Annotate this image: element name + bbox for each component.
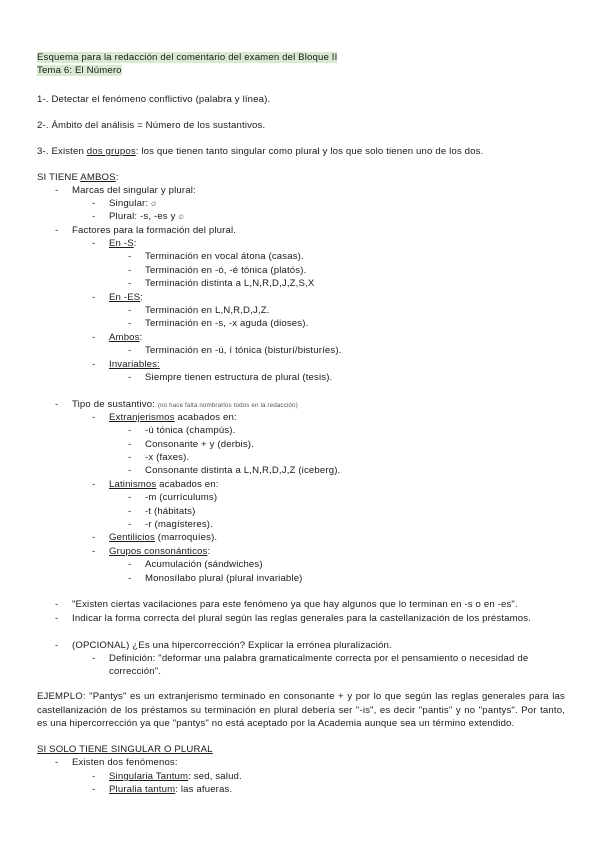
bullet-dash: - — [55, 640, 59, 651]
invariables-label: Invariables: — [109, 359, 160, 370]
list-item: Terminación en -ó, -é tónica (platós). — [145, 265, 307, 276]
list-item: Terminación en vocal átona (casas). — [145, 251, 304, 262]
tipo-label: Tipo de sustantivo: (no hace falta nombrarlos todos en la redacción) — [72, 399, 298, 410]
list-item: Terminación en L,N,R,D,J,Z. — [145, 305, 270, 316]
document-title: Esquema para la redacción del comentario del examen del Bloque II — [37, 52, 338, 63]
bullet-dash: - — [128, 452, 132, 463]
bullet-dash: - — [55, 757, 59, 768]
note-forma-correcta: Indicar la forma correcta del plural según las reglas generales para la castellanización de los préstamos. — [72, 613, 532, 624]
list-item: Terminación distinta a L,N,R,D,J,Z,S,X — [145, 278, 315, 289]
list-item: Acumulación (sándwiches) — [145, 559, 263, 570]
existen-label: Existen dos fenómenos: — [72, 757, 178, 768]
marcas-label: Marcas del singular y plural: — [72, 185, 196, 196]
bullet-dash: - — [128, 559, 132, 570]
grupos-label: Grupos consonánticos: — [109, 546, 211, 557]
bullet-dash: - — [128, 265, 132, 276]
document-subtitle: Tema 6: El Número — [37, 65, 122, 76]
bullet-dash: - — [128, 492, 132, 503]
en-s-label: En -S: — [109, 238, 137, 249]
bullet-dash: - — [92, 292, 96, 303]
bullet-dash: - — [55, 599, 59, 610]
factores-label: Factores para la formación del plural. — [72, 225, 237, 236]
bullet-dash: - — [92, 211, 96, 222]
bullet-dash: - — [55, 185, 59, 196]
bullet-dash: - — [55, 225, 59, 236]
bullet-dash: - — [128, 465, 132, 476]
definicion-line-2: corrección". — [109, 666, 162, 677]
bullet-dash: - — [92, 479, 96, 490]
pluralia-line: Pluralia tantum: las afueras. — [109, 784, 233, 795]
bullet-dash: - — [128, 425, 132, 436]
singular-line: Singular: ∅ — [109, 198, 157, 209]
list-item: Consonante distinta a L,N,R,D,J,Z (iceberg). — [145, 465, 341, 476]
list-item: Terminación en -ú, í tónica (bisturí/bisturíes). — [145, 345, 342, 356]
list-item: -m (currículums) — [145, 492, 218, 503]
list-item: -r (magísteres). — [145, 519, 213, 530]
list-item: -t (hábitats) — [145, 506, 196, 517]
bullet-dash: - — [128, 305, 132, 316]
list-item: -x (faxes). — [145, 452, 190, 463]
list-item: Siempre tienen estructura de plural (tesis). — [145, 372, 333, 383]
bullet-dash: - — [55, 399, 59, 410]
bullet-dash: - — [92, 359, 96, 370]
bullet-dash: - — [128, 439, 132, 450]
ejemplo-paragraph: EJEMPLO: "Pantys" es un extranjerismo terminado en consonante + y por lo que según las reglas generales para las castellanización de los préstamos su terminación en plural debería ser "-is", es decir "pantis" y no "pantys". Por tanto, es una hipercorrección ya que "pantys" no está aceptado por la Academia aunque sea un término extendido. — [37, 691, 565, 729]
latinismos-label: Latinismos acabados en: — [109, 479, 219, 490]
bullet-dash: - — [92, 532, 96, 543]
bullet-dash: - — [92, 332, 96, 343]
step-1: 1-. Detectar el fenómeno conflictivo (palabra y línea). — [37, 94, 271, 105]
list-item: Monosílabo plural (plural invariable) — [145, 573, 303, 584]
list-item: -ú tónica (champús). — [145, 425, 236, 436]
en-es-label: En -ES: — [109, 292, 144, 303]
list-item: Terminación en -s, -x aguda (dioses). — [145, 318, 309, 329]
singularia-line: Singularia Tantum: sed, salud. — [109, 771, 242, 782]
bullet-dash: - — [128, 251, 132, 262]
section-ambos-heading: SI TIENE AMBOS: — [37, 172, 119, 183]
ambos-sub-label: Ambos: — [109, 332, 143, 343]
section-solo-heading: SI SOLO TIENE SINGULAR O PLURAL — [37, 744, 213, 755]
bullet-dash: - — [92, 198, 96, 209]
bullet-dash: - — [92, 546, 96, 557]
bullet-dash: - — [128, 318, 132, 329]
plural-line: Plural: -s, -es y ∅ — [109, 211, 184, 222]
opcional-label: (OPCIONAL) ¿Es una hipercorrección? Explicar la errónea pluralización. — [72, 640, 392, 651]
bullet-dash: - — [128, 372, 132, 383]
bullet-dash: - — [92, 784, 96, 795]
bullet-dash: - — [128, 345, 132, 356]
gentilicios-label: Gentilicios (marroquíes). — [109, 532, 218, 543]
bullet-dash: - — [128, 278, 132, 289]
bullet-dash: - — [128, 573, 132, 584]
bullet-dash: - — [92, 653, 96, 664]
extranjerismos-label: Extranjerismos acabados en: — [109, 412, 237, 423]
step-3: 3-. Existen dos grupos: los que tienen tanto singular como plural y los que solo tienen uno de los dos. — [37, 146, 484, 157]
note-vacilaciones: "Existen ciertas vacilaciones para este fenómeno ya que hay algunos que lo terminan en -s o en -es". — [72, 599, 518, 610]
definicion-line-1: Definición: "deformar una palabra gramaticalmente correcta por el pensamiento o necesidad de — [109, 653, 529, 664]
bullet-dash: - — [55, 613, 59, 624]
list-item: Consonante + y (derbis). — [145, 439, 254, 450]
bullet-dash: - — [92, 238, 96, 249]
bullet-dash: - — [92, 771, 96, 782]
bullet-dash: - — [128, 506, 132, 517]
step-2: 2-. Ámbito del análisis = Número de los sustantivos. — [37, 120, 266, 131]
bullet-dash: - — [92, 412, 96, 423]
bullet-dash: - — [128, 519, 132, 530]
